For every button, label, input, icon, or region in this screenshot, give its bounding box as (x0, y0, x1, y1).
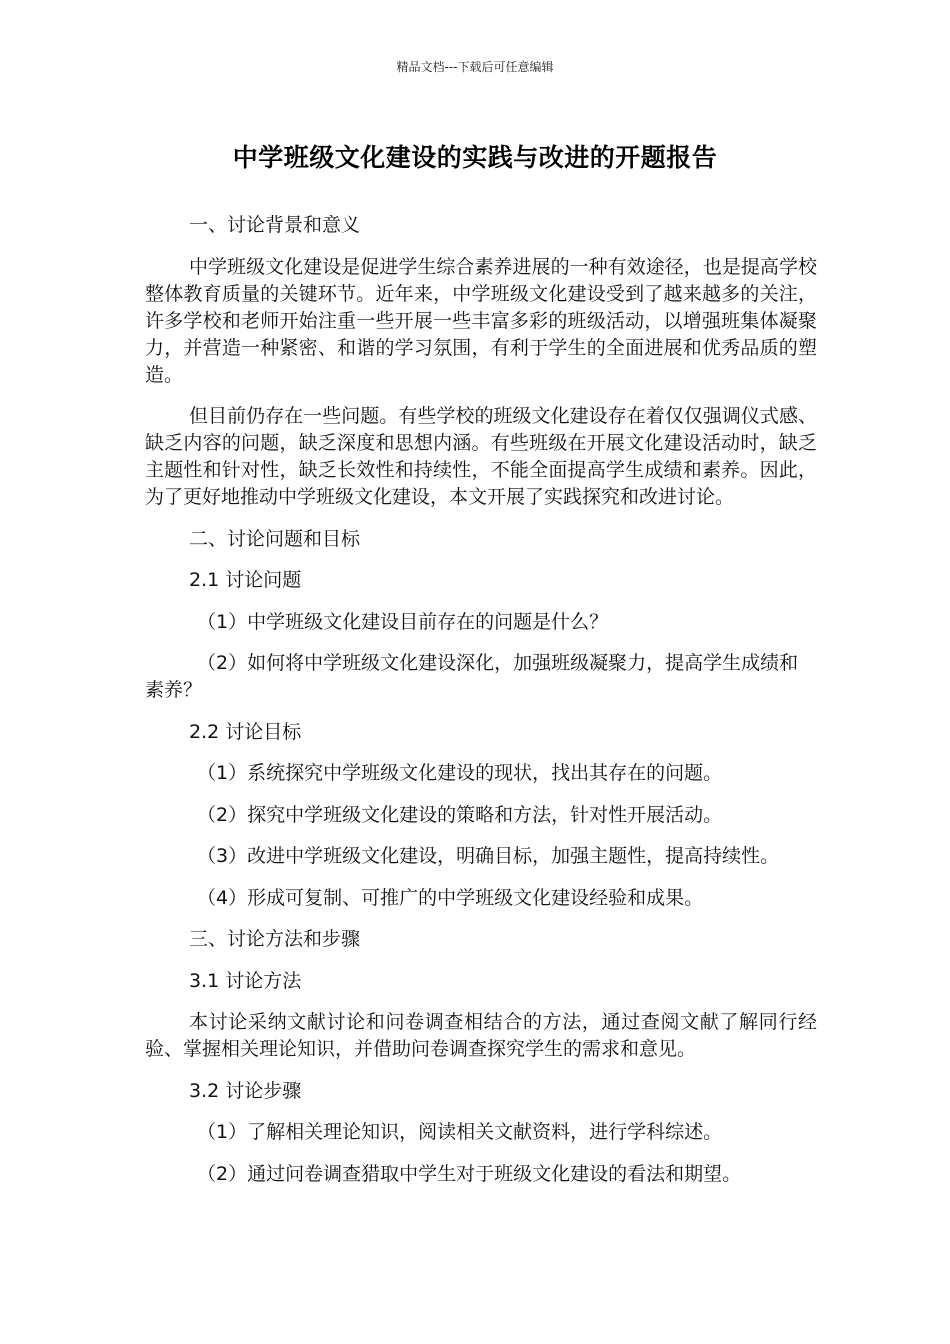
list-item: （1）中学班级文化建设目前存在的问题是什么？ (197, 610, 609, 633)
list-item: （2）如何将中学班级文化建设深化，加强班级凝聚力，提高学生成绩和素养？ (145, 652, 799, 701)
paragraph-background: 中学班级文化建设是促进学生综合素养进展的一种有效途径，也是提高学校整体教育质量的关键环节。近年来，中学班级文化建设受到了越来越多的关注，许多学校和老师开始注重一些开展一些丰富多彩的班级活动，以增强班集体凝聚力，并营造一种紧密、和谐的学习氛围，有利于学生的全面进展和优秀品质的塑造。 (145, 255, 817, 386)
paragraph-problems: 但目前仍存在一些问题。有些学校的班级文化建设存在着仅仅强调仪式感、缺乏内容的问题，缺乏深度和思想内涵。有些班级在开展文化建设活动时，缺乏主题性和针对性，缺乏长效性和持续性，不能全面提高学生成绩和素养。因此，为了更好地推动中学班级文化建设，本文开展了实践探究和改进讨论。 (145, 405, 817, 508)
document-body (145, 212, 817, 1202)
subsection-heading-2-1: 2.1 讨论问题 (189, 569, 302, 591)
list-item: （2）探究中学班级文化建设的策略和方法，针对性开展活动。 (197, 803, 723, 826)
list-item: （2）通过问卷调查猎取中学生对于班级文化建设的看法和期望。 (197, 1162, 742, 1185)
document-title: 中学班级文化建设的实践与改进的开题报告 (232, 143, 718, 172)
section-heading-2: 二、讨论问题和目标 (189, 527, 361, 550)
list-item: （1）了解相关理论知识，阅读相关文献资料，进行学科综述。 (197, 1121, 723, 1143)
section-heading-3: 三、讨论方法和步骤 (189, 928, 361, 950)
subsection-heading-3-1: 3.1 讨论方法 (189, 969, 302, 992)
subsection-heading-2-2: 2.2 讨论目标 (189, 720, 302, 743)
header-note: 精品文档---下载后可任意编辑 (396, 60, 554, 74)
list-item: （3）改进中学班级文化建设，明确目标，加强主题性，提高持续性。 (197, 845, 780, 867)
section-heading-1: 一、讨论背景和意义 (189, 214, 361, 236)
subsection-heading-3-2: 3.2 讨论步骤 (189, 1079, 302, 1102)
list-item: （1）系统探究中学班级文化建设的现状，找出其存在的问题。 (197, 762, 723, 784)
list-item: （4）形成可复制、可推广的中学班级文化建设经验和成果。 (197, 886, 704, 909)
paragraph-methods: 本讨论采纳文献讨论和问卷调查相结合的方法，通过查阅文献了解同行经验、掌握相关理论知识，并借助问卷调查探究学生的需求和意见。 (145, 1011, 817, 1060)
